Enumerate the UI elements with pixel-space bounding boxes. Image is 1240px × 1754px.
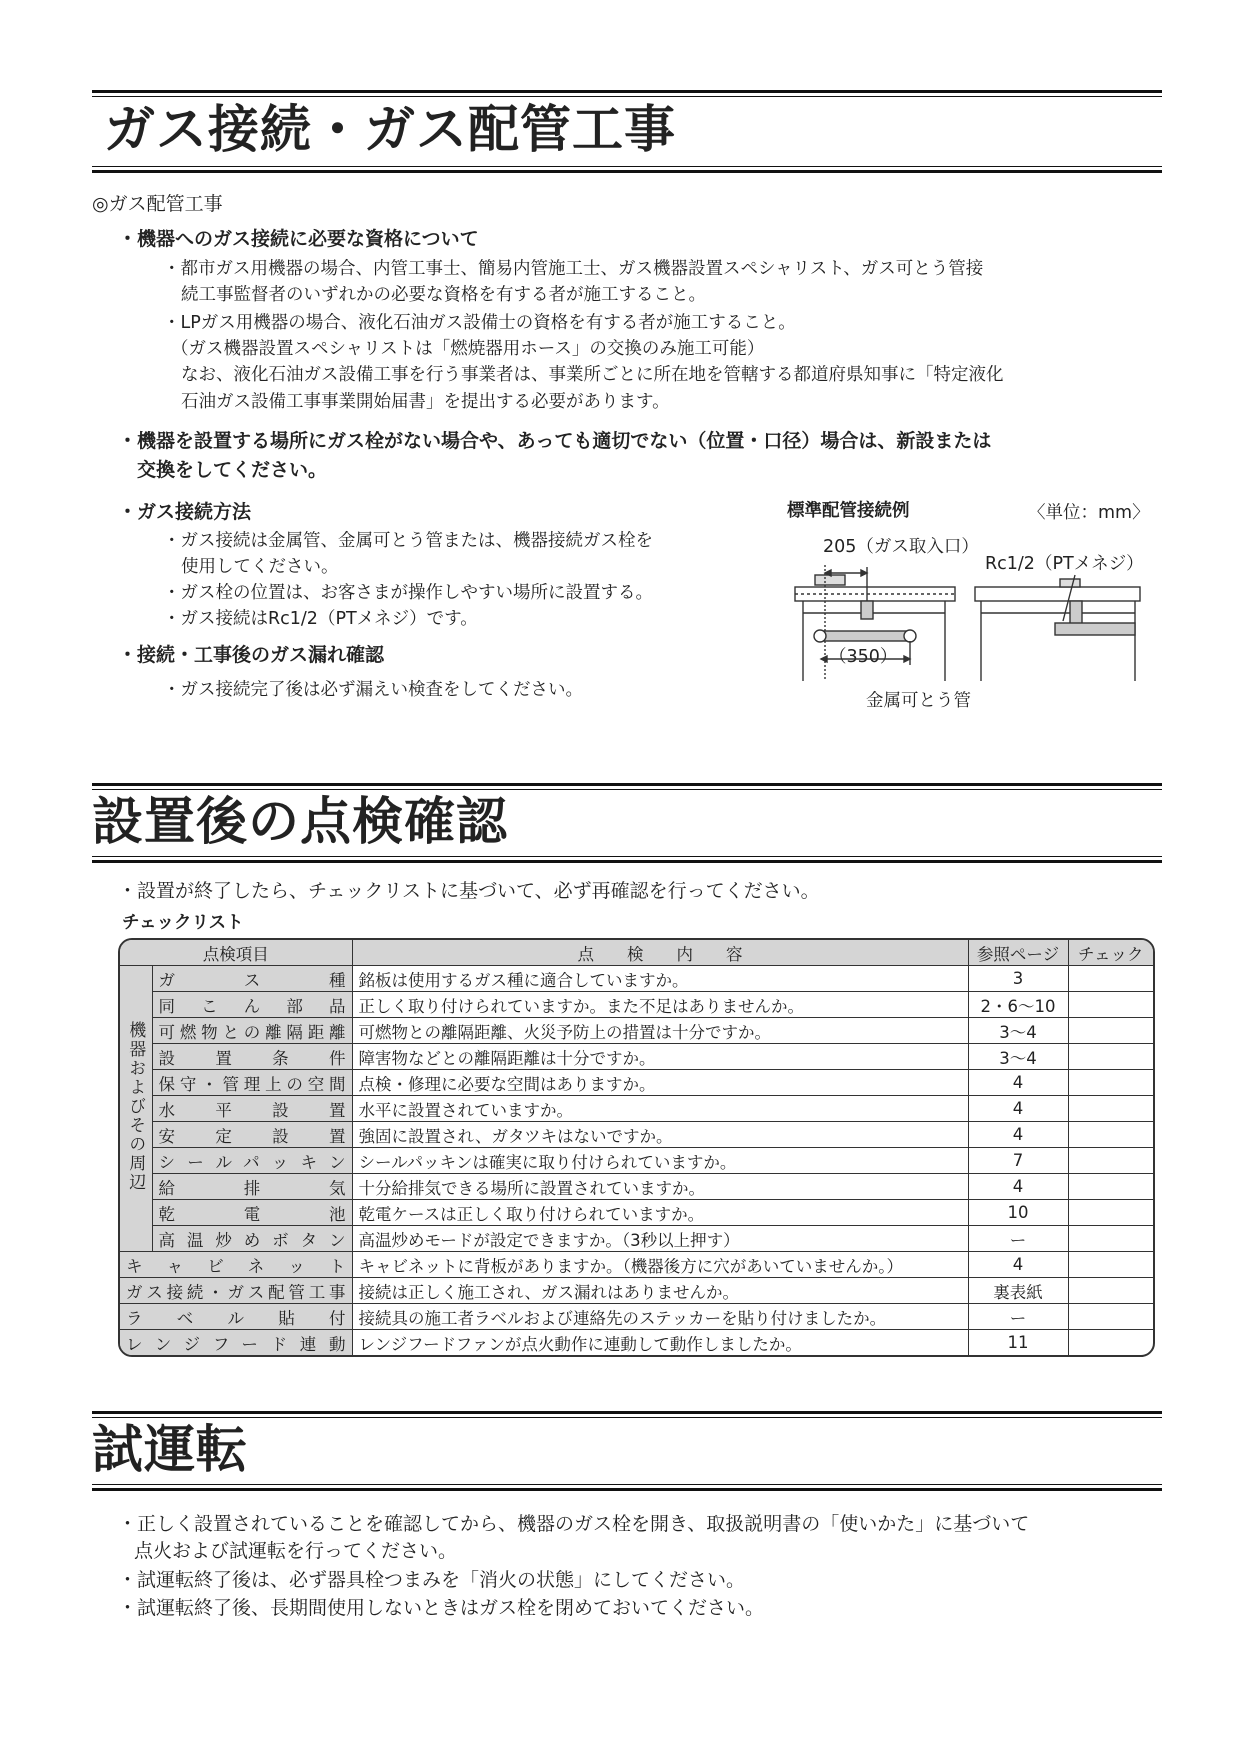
trial-rule-bottom-thick (92, 1488, 1162, 1491)
check-item: キャビネット (120, 1252, 352, 1278)
gas-section-title: ガス接続・ガス配管工事 (104, 101, 677, 160)
dimension-205-label: 205（ガス取入口） (823, 537, 979, 557)
check-item: 乾電池 (152, 1200, 352, 1226)
check-box[interactable] (1068, 1226, 1153, 1252)
reference-page: 10 (968, 1200, 1068, 1226)
check-content: レンジフードファンが点火動作に連動して動作しましたか。 (352, 1330, 968, 1356)
check-box[interactable] (1068, 1330, 1153, 1356)
check-item: 保守・管理上の空間 (152, 1070, 352, 1096)
check-content: 接続具の施工者ラベルおよび連絡先のステッカーを貼り付けましたか。 (352, 1304, 968, 1330)
table-row (120, 1044, 1153, 1070)
reference-page: 3〜4 (968, 1044, 1068, 1070)
inspection-rule-top (92, 783, 1162, 786)
qualification-line: ・LPガス用機器の場合、液化石油ガス設備士の資格を有する者が施工すること。 (163, 313, 796, 333)
piping-diagram (785, 555, 1145, 685)
table-row (120, 1122, 1153, 1148)
check-box[interactable] (1068, 966, 1153, 992)
check-item: シールパッキン (152, 1148, 352, 1174)
check-item: レンジフード連動 (120, 1330, 352, 1356)
check-box[interactable] (1068, 1148, 1153, 1174)
check-box[interactable] (1068, 1278, 1153, 1304)
trial-line: ・正しく設置されていることを確認してから、機器のガス栓を開き、取扱説明書の「使いかた」に基づいて (118, 1513, 1030, 1535)
table-row (120, 1174, 1153, 1200)
check-box[interactable] (1068, 1304, 1153, 1330)
group-label-cell (120, 966, 152, 1252)
check-box[interactable] (1068, 1018, 1153, 1044)
table-row (120, 1252, 1153, 1278)
reference-page: 3 (968, 966, 1068, 992)
check-content: キャビネットに背板がありますか。（機器後方に穴があいていませんか。） (352, 1252, 968, 1278)
qualification-line: なお、液化石油ガス設備工事を行う事業者は、事業所ごとに所在地を管轄する都道府県知事に「特定液化 (181, 365, 1004, 385)
inspection-rule-bottom (92, 856, 1162, 857)
section-rule-top-thin (92, 96, 1162, 97)
check-item: 高温炒めボタン (152, 1226, 352, 1252)
reference-page: 3〜4 (968, 1018, 1068, 1044)
reference-page: ー (968, 1304, 1068, 1330)
check-content: 接続は正しく施工され、ガス漏れはありませんか。 (352, 1278, 968, 1304)
table-row (120, 1278, 1153, 1304)
check-box[interactable] (1068, 1122, 1153, 1148)
header-item: 点検項目 (120, 940, 352, 966)
reference-page: 2・6〜10 (968, 992, 1068, 1018)
checklist-header-row (120, 940, 1153, 966)
method-line: ・ガス接続は金属管、金属可とう管または、機器接続ガス栓を (163, 531, 653, 551)
inspection-rule-top-thin (92, 789, 1162, 790)
check-content: 高温炒めモードが設定できますか。（3秒以上押す） (352, 1226, 968, 1252)
qualification-line: ・都市ガス用機器の場合、内管工事士、簡易内管施工士、ガス機器設置スペシャリスト、ガス可とう管接 (163, 259, 984, 279)
table-row (120, 1226, 1153, 1252)
check-content: 障害物などとの離隔距離は十分ですか。 (352, 1044, 968, 1070)
table-row (120, 966, 1153, 992)
diagram-unit: 〈単位：mm〉 (1028, 503, 1150, 523)
check-content: 正しく取り付けられていますか。また不足はありませんか。 (352, 992, 968, 1018)
check-box[interactable] (1068, 1200, 1153, 1226)
check-content: 乾電ケースは正しく取り付けられていますか。 (352, 1200, 968, 1226)
header-page: 参照ページ (968, 940, 1068, 966)
header-check: チェック (1068, 940, 1153, 966)
trial-line: ・試運転終了後、長期間使用しないときはガス栓を閉めておいてください。 (118, 1597, 765, 1619)
trial-rule-top-thin (92, 1417, 1162, 1418)
method-line: ・ガス栓の位置は、お客さまが操作しやすい場所に設置する。 (163, 583, 653, 603)
group-label: 機器およびその周辺 (125, 1021, 146, 1192)
check-content: シールパッキンは確実に取り付けられていますか。 (352, 1148, 968, 1174)
check-content: 可燃物との離隔距離、火災予防上の措置は十分ですか。 (352, 1018, 968, 1044)
check-item: ラベル貼付 (120, 1304, 352, 1330)
check-box[interactable] (1068, 992, 1153, 1018)
check-content: 点検・修理に必要な空間はありますか。 (352, 1070, 968, 1096)
check-item: 安定設置 (152, 1122, 352, 1148)
reference-page: 11 (968, 1330, 1068, 1356)
check-item: ガス種 (152, 966, 352, 992)
inspection-intro: ・設置が終了したら、チェックリストに基づいて、必ず再確認を行ってください。 (118, 880, 820, 902)
reference-page: 裏表紙 (968, 1278, 1068, 1304)
leak-heading: ・接続・工事後のガス漏れ確認 (118, 644, 385, 666)
section-rule-bottom-thick (92, 170, 1162, 173)
reference-page: 4 (968, 1122, 1068, 1148)
table-row (120, 1200, 1153, 1226)
trial-line: ・試運転終了後は、必ず器具栓つまみを「消火の状態」にしてください。 (118, 1569, 746, 1591)
check-box[interactable] (1068, 1096, 1153, 1122)
check-content: 銘板は使用するガス種に適合していますか。 (352, 966, 968, 992)
qualification-line: （ガス機器設置スペシャリストは「燃焼器用ホース」の交換のみ施工可能） (171, 339, 765, 359)
trial-line: 点火および試運転を行ってください。 (134, 1540, 458, 1562)
check-box[interactable] (1068, 1070, 1153, 1096)
reference-page: 7 (968, 1148, 1068, 1174)
trial-section-title: 試運転 (92, 1421, 249, 1480)
method-line: ・ガス接続はRc1/2（PTメネジ）です。 (163, 609, 478, 629)
reference-page: 4 (968, 1070, 1068, 1096)
table-row (120, 1070, 1153, 1096)
table-row (120, 992, 1153, 1018)
qualification-heading: ・機器へのガス接続に必要な資格について (118, 228, 479, 250)
table-row (120, 1018, 1153, 1044)
check-box[interactable] (1068, 1174, 1153, 1200)
valve-note-line: ・機器を設置する場所にガス栓がない場合や、あっても適切でない（位置・口径）場合は、新設または (118, 430, 992, 452)
method-line: 使用してください。 (181, 557, 339, 577)
qualification-line: 続工事監督者のいずれかの必要な資格を有する者が施工すること。 (181, 285, 706, 305)
check-item: 給排気 (152, 1174, 352, 1200)
trial-rule-bottom (92, 1484, 1162, 1485)
pipe-label: 金属可とう管 (866, 691, 971, 711)
reference-page: 4 (968, 1096, 1068, 1122)
dimension-350-label: （350） (829, 647, 898, 667)
section-rule-top (92, 90, 1162, 93)
check-item: 水平設置 (152, 1096, 352, 1122)
method-heading: ・ガス接続方法 (118, 501, 252, 523)
thread-label: Rc1/2（PTメネジ） (985, 554, 1144, 574)
check-item: 可燃物との離隔距離 (152, 1018, 352, 1044)
leak-line: ・ガス接続完了後は必ず漏えい検査をしてください。 (163, 680, 583, 700)
table-row (120, 1148, 1153, 1174)
trial-rule-top (92, 1411, 1162, 1414)
check-box[interactable] (1068, 1044, 1153, 1070)
check-content: 強固に設置され、ガタツキはないですか。 (352, 1122, 968, 1148)
table-row (120, 1304, 1153, 1330)
table-row (120, 1096, 1153, 1122)
check-box[interactable] (1068, 1252, 1153, 1278)
diagram-title: 標準配管接続例 (787, 501, 910, 521)
qualification-line: 石油ガス設備工事事業開始届書」を提出する必要があります。 (181, 392, 670, 412)
checklist-table (118, 938, 1155, 1357)
section-rule-bottom (92, 166, 1162, 167)
valve-note-line: 交換をしてください。 (137, 459, 328, 481)
table-row (120, 1330, 1153, 1356)
reference-page: ー (968, 1226, 1068, 1252)
reference-page: 4 (968, 1174, 1068, 1200)
check-item: ガス接続・ガス配管工事 (120, 1278, 352, 1304)
check-content: 十分給排気できる場所に設置されていますか。 (352, 1174, 968, 1200)
checklist-label: チェックリスト (122, 913, 244, 933)
inspection-rule-bottom-thick (92, 860, 1162, 863)
check-content: 水平に設置されていますか。 (352, 1096, 968, 1122)
reference-page: 4 (968, 1252, 1068, 1278)
check-item: 設置条件 (152, 1044, 352, 1070)
gas-subheading: ◎ガス配管工事 (92, 193, 223, 215)
inspection-section-title: 設置後の点検確認 (92, 793, 509, 852)
check-item: 同こん部品 (152, 992, 352, 1018)
header-content: 点 検 内 容 (352, 940, 968, 966)
